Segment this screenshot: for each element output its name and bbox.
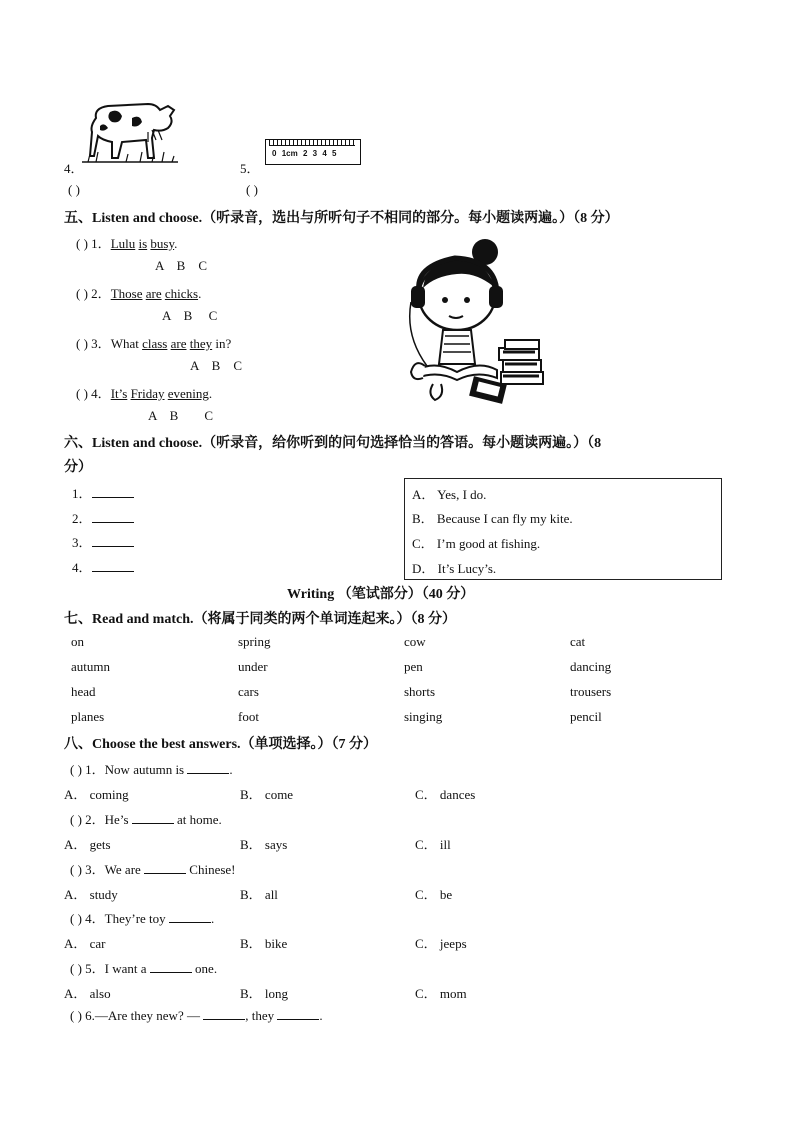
s8-q5-option-b[interactable]: B． long (240, 986, 289, 1001)
ruler-label: 4 (322, 149, 327, 158)
s6-q4: 4． (72, 557, 134, 576)
s7-word[interactable]: under (238, 659, 268, 674)
s6-q1: 1． (72, 483, 134, 502)
answer-blank[interactable] (92, 511, 134, 523)
answer-paren[interactable]: ( ) (76, 236, 88, 251)
s8-q2-option-c[interactable]: C． ill (415, 837, 451, 852)
s7-word[interactable]: dancing (570, 659, 612, 674)
answer-paren[interactable]: ( ) (70, 961, 82, 976)
s8-q1-option-a[interactable]: A． coming (64, 787, 129, 802)
answer-paren[interactable]: ( ) (76, 386, 88, 401)
ruler-ticks (269, 140, 355, 146)
answer-paren[interactable]: ( ) (70, 762, 82, 777)
s5-q2: ( ) 2．Those are chicks. (76, 286, 202, 301)
q4-number: 4． (64, 161, 84, 176)
s7-word[interactable]: head (71, 684, 96, 699)
s8-q5-option-c[interactable]: C． mom (415, 986, 467, 1001)
s5-q1: ( ) 1．Lulu is busy. (76, 236, 178, 251)
s8-q3-option-c[interactable]: C． be (415, 887, 453, 902)
s8-q1-option-c[interactable]: C． dances (415, 787, 476, 802)
s6-option-c: C． I’m good at fishing. (412, 536, 541, 551)
answer-blank[interactable] (187, 762, 229, 774)
ruler-label: 2 (302, 149, 308, 158)
answer-paren[interactable]: ( ) (70, 911, 82, 926)
section8-heading: 八、Choose the best answers.（单项选择。）（7 分） (64, 737, 378, 752)
s5-q3: ( ) 3．What class are they in? (76, 336, 232, 351)
answer-paren[interactable]: ( ) (76, 336, 88, 351)
s7-word[interactable]: cat (570, 634, 586, 649)
s7-word[interactable]: trousers (570, 684, 612, 699)
s8-q1: ( ) 1．Now autumn is . (70, 762, 233, 777)
ruler-label: 0 (272, 149, 277, 158)
part-c: chicks (164, 286, 199, 301)
girl-listening-picture (405, 236, 545, 408)
s6-options-box (404, 478, 722, 580)
s7-word[interactable]: foot (238, 709, 259, 724)
question-number: 3． (91, 336, 111, 351)
s7-word[interactable]: shorts (404, 684, 436, 699)
s8-q4-option-c[interactable]: C． jeeps (415, 936, 467, 951)
part-a: Lulu (110, 236, 136, 251)
answer-blank[interactable] (132, 812, 174, 824)
s7-word[interactable]: cow (404, 634, 426, 649)
s7-word[interactable]: planes (71, 709, 105, 724)
question-number: 4． (91, 386, 111, 401)
s7-word[interactable]: on (71, 634, 84, 649)
answer-paren[interactable]: ( ) (70, 1008, 82, 1023)
part-c: they (189, 336, 213, 351)
answer-blank[interactable] (144, 862, 186, 874)
answer-blank[interactable] (92, 560, 134, 572)
s8-q6: ( ) 6.—Are they new? — , they . (70, 1008, 323, 1023)
s5-q4-abc: A B C (148, 408, 214, 423)
answer-blank[interactable] (277, 1008, 319, 1020)
q5-answer-paren[interactable]: ( ) (246, 182, 258, 197)
s6-q2: 2． (72, 508, 134, 527)
part-b: Friday (130, 386, 165, 401)
girl-headphones-icon (405, 236, 545, 404)
s8-q5-option-a[interactable]: A． also (64, 986, 111, 1001)
s7-word[interactable]: pencil (570, 709, 602, 724)
ruler-label: 3 (312, 149, 318, 158)
question-number: 1． (91, 236, 111, 251)
part-b: are (170, 336, 187, 351)
s8-q1-option-b[interactable]: B． come (240, 787, 294, 802)
cow-icon (82, 96, 178, 166)
s6-option-b: B． Because I can fly my kite. (412, 511, 573, 526)
ruler-picture (265, 139, 361, 165)
s7-word[interactable]: singing (404, 709, 443, 724)
s6-option-a: A． Yes, I do. (412, 487, 487, 502)
section5-heading: 五、Listen and choose.（听录音，选出与所听句子不相同的部分。每小题读两遍。）（8 分） (64, 211, 619, 226)
question-number: 2． (91, 286, 111, 301)
answer-blank[interactable] (150, 961, 192, 973)
ruler-label: 5 (332, 149, 337, 158)
q4-answer-paren[interactable]: ( ) (68, 182, 80, 197)
part-a: class (142, 336, 168, 351)
s7-word[interactable]: pen (404, 659, 423, 674)
answer-blank[interactable] (169, 911, 211, 923)
s8-q3: ( ) 3．We are Chinese! (70, 862, 236, 877)
section6-heading: 六、Listen and choose.（听录音，给你听到的问句选择恰当的答语。每小题读两遍。）（8 (64, 436, 602, 451)
answer-blank[interactable] (92, 535, 134, 547)
ruler-label: 1cm (281, 149, 298, 158)
q5-number: 5． (240, 161, 260, 176)
cow-picture (82, 96, 178, 170)
s5-q3-abc: A B C (190, 358, 243, 373)
s8-q4: ( ) 4．They’re toy . (70, 911, 215, 926)
part-a: Those (110, 286, 143, 301)
section7-heading: 七、Read and match.（将属于同类的两个单词连起来。）（8 分） (64, 612, 457, 627)
s7-word[interactable]: autumn (71, 659, 110, 674)
answer-paren[interactable]: ( ) (70, 862, 82, 877)
answer-paren[interactable]: ( ) (76, 286, 88, 301)
s8-q2-option-a[interactable]: A． gets (64, 837, 111, 852)
s6-q3: 3． (72, 532, 134, 551)
s8-q3-option-b[interactable]: B． all (240, 887, 278, 902)
s7-word[interactable]: spring (238, 634, 271, 649)
ruler-labels (272, 149, 336, 158)
answer-paren[interactable]: ( ) (70, 812, 82, 827)
s5-q4: ( ) 4．It’s Friday evening. (76, 386, 213, 401)
answer-blank[interactable] (203, 1008, 245, 1020)
section6-heading-cont: 分） (64, 460, 92, 475)
part-a: It’s (110, 386, 128, 401)
s6-option-d: D． It’s Lucy’s. (412, 561, 497, 576)
s8-q2-option-b[interactable]: B． says (240, 837, 288, 852)
s8-q3-option-a[interactable]: A． study (64, 887, 118, 902)
s5-q1-abc: A B C (155, 258, 208, 273)
s8-q2: ( ) 2．He’s at home. (70, 812, 222, 827)
writing-title: Writing （笔试部分）（40 分） (287, 587, 475, 602)
part-b: are (145, 286, 162, 301)
s8-q4-option-b[interactable]: B． bike (240, 936, 288, 951)
s8-q5: ( ) 5．I want a one. (70, 961, 218, 976)
part-c: busy (150, 236, 175, 251)
answer-blank[interactable] (92, 486, 134, 498)
part-b: is (138, 236, 148, 251)
part-c: evening (167, 386, 209, 401)
s5-q2-abc: A B C (162, 308, 218, 323)
s8-q4-option-a[interactable]: A． car (64, 936, 106, 951)
s7-word[interactable]: cars (238, 684, 259, 699)
